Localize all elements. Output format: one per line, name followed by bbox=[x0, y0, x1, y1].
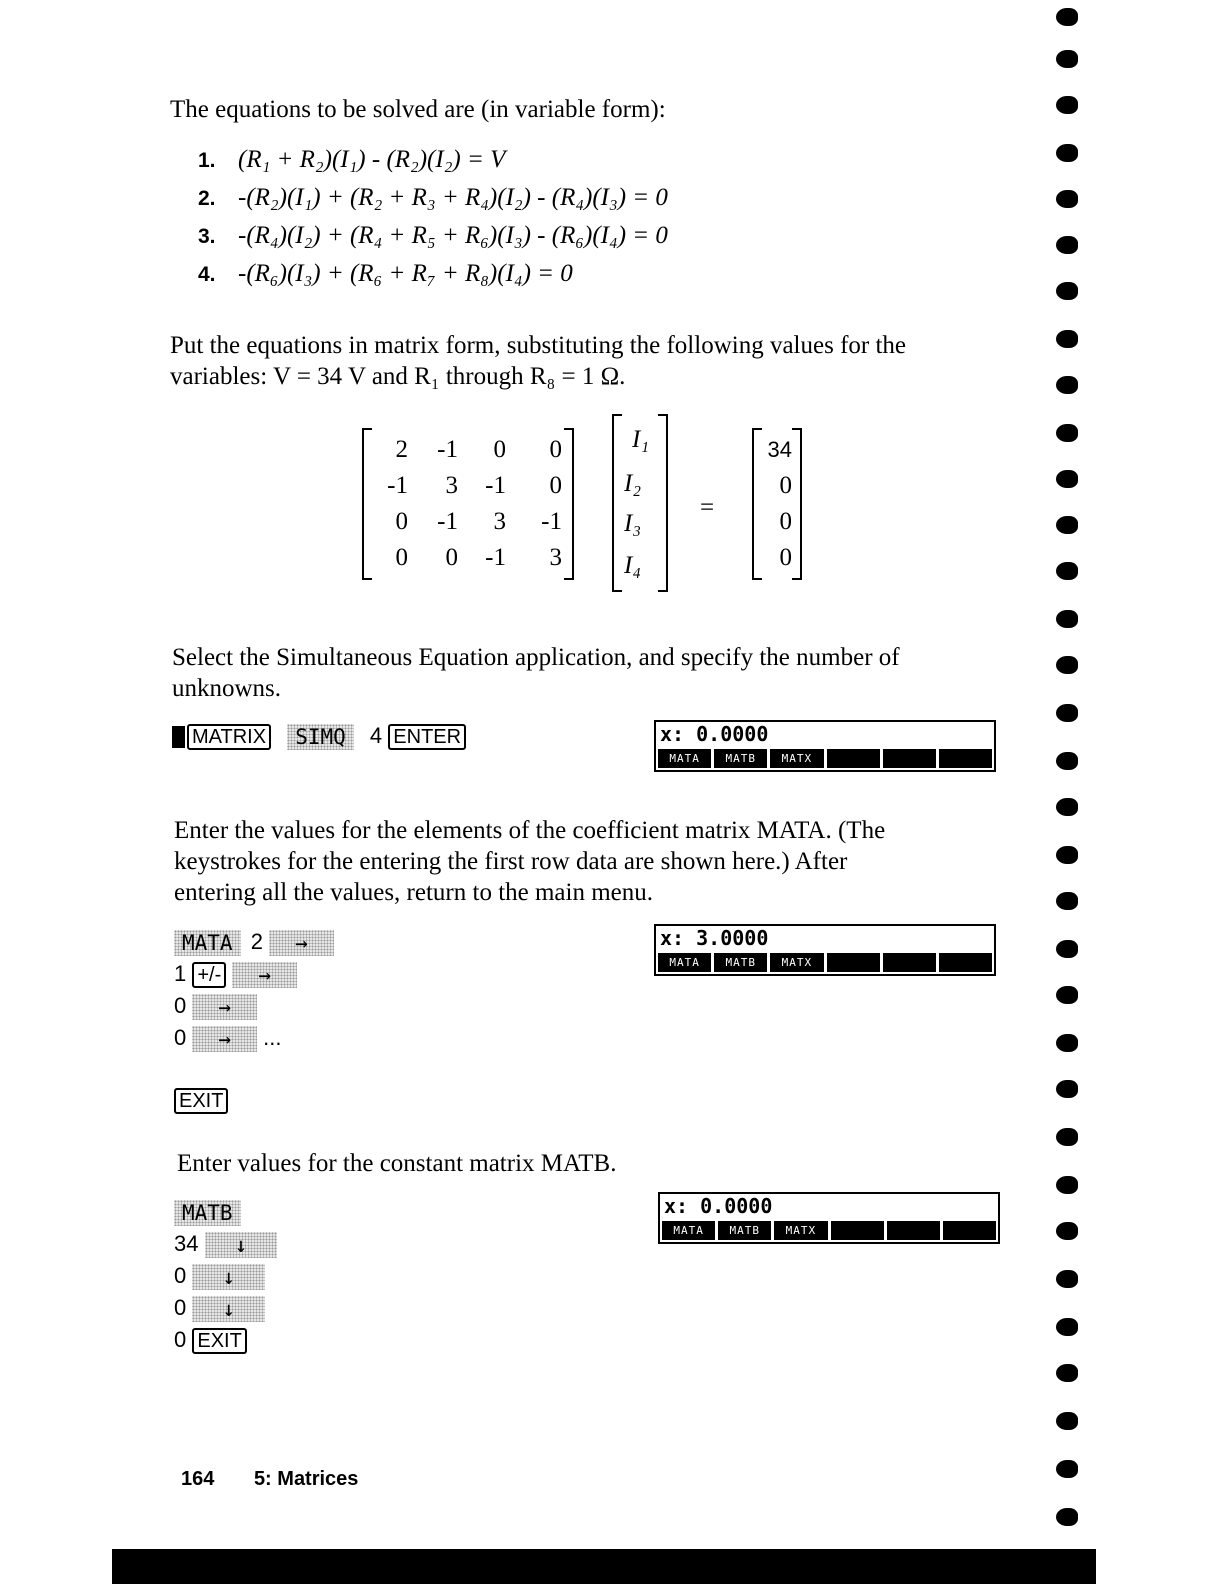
matrix-cell: -1 bbox=[485, 472, 506, 499]
matrix-cell: 2 bbox=[395, 436, 408, 463]
select-app-paragraph: Select the Simultaneous Equation application, and specify the number of unknowns. bbox=[172, 644, 900, 702]
binding-ring-icon bbox=[1056, 470, 1078, 488]
keystroke-line bbox=[174, 1228, 277, 1260]
binding-ring-icon bbox=[1056, 236, 1078, 254]
calculator-display-1 bbox=[654, 720, 996, 772]
matrix-cell: 3 bbox=[493, 508, 506, 535]
binding-ring-icon bbox=[1056, 516, 1078, 534]
matrix-cell: -1 bbox=[485, 544, 506, 571]
mata-menu-key[interactable]: MATA bbox=[662, 1221, 715, 1240]
binding-ring-icon bbox=[1056, 562, 1078, 580]
mata-menu-key[interactable]: MATA bbox=[658, 953, 711, 972]
shift-key-icon[interactable] bbox=[172, 726, 185, 748]
matx-menu-key[interactable]: MATX bbox=[770, 953, 823, 972]
keystroke-line bbox=[174, 1022, 334, 1054]
binding-ring-icon bbox=[1056, 1176, 1078, 1194]
right-bracket bbox=[564, 428, 574, 580]
x-register: x: 0.0000 bbox=[664, 1194, 773, 1218]
binding-ring-icon bbox=[1056, 190, 1078, 208]
matrix-cell: -1 bbox=[387, 472, 408, 499]
unknowns-vector bbox=[612, 414, 668, 592]
down-arrow-softkey[interactable]: ↓ bbox=[205, 1232, 278, 1258]
equation-4: 4. -(R₆)(I₃) + (R₆ + R₇ + R₈)(I₄) = 0 bbox=[198, 260, 573, 287]
softkey-menu bbox=[658, 749, 992, 768]
keystroke-line bbox=[174, 926, 334, 958]
right-bracket bbox=[792, 428, 802, 580]
binding-ring-icon bbox=[1056, 1318, 1078, 1336]
mata-menu-key[interactable]: MATA bbox=[658, 749, 711, 768]
chapter-title: 5: Matrices bbox=[253, 1468, 359, 1490]
vector-cell: 34 bbox=[767, 437, 792, 462]
keystroke-line bbox=[174, 1260, 277, 1292]
equation-1: 1. (R₁ + R₂)(I₁) - (R₂)(I₂) = V bbox=[198, 146, 506, 173]
keystroke-line bbox=[174, 1324, 277, 1356]
blank-menu-key[interactable] bbox=[827, 749, 880, 768]
equation-list bbox=[198, 146, 668, 298]
mata-keystrokes bbox=[174, 926, 334, 1116]
matrix-cell: 0 bbox=[395, 544, 408, 571]
binding-ring-icon bbox=[1056, 1270, 1078, 1288]
page-bottom-edge bbox=[112, 1549, 1096, 1584]
matrix-cell: -1 bbox=[437, 436, 458, 463]
matb-menu-key[interactable]: MATB bbox=[718, 1221, 771, 1240]
matrix-key[interactable]: MATRIX bbox=[187, 724, 271, 750]
binding-ring-icon bbox=[1056, 1364, 1078, 1382]
right-arrow-softkey[interactable]: → bbox=[269, 930, 334, 956]
intro-text: The equations to be solved are (in variable form): bbox=[170, 96, 666, 123]
digit: 0 bbox=[174, 1263, 187, 1288]
binding-ring-icon bbox=[1056, 1412, 1078, 1430]
vector-cell: I₂ bbox=[624, 470, 642, 497]
binding-ring-icon bbox=[1056, 846, 1078, 864]
digit: 0 bbox=[174, 1025, 187, 1050]
page-number: 164 bbox=[181, 1468, 215, 1490]
blank-menu-key[interactable] bbox=[939, 953, 992, 972]
equals-sign: = bbox=[700, 494, 715, 521]
matrix-cell: 0 bbox=[493, 436, 506, 463]
binding-ring-icon bbox=[1056, 656, 1078, 674]
binding-ring-icon bbox=[1056, 50, 1078, 68]
binding-ring-icon bbox=[1056, 8, 1078, 26]
matrix-cell: 0 bbox=[445, 544, 458, 571]
binding-ring-icon bbox=[1056, 1222, 1078, 1240]
matx-menu-key[interactable]: MATX bbox=[774, 1221, 827, 1240]
softkey-menu bbox=[662, 1221, 996, 1240]
blank-menu-key[interactable] bbox=[887, 1221, 940, 1240]
vector-cell: I₄ bbox=[624, 552, 642, 579]
binding-ring-icon bbox=[1056, 892, 1078, 910]
matrix-cell: -1 bbox=[437, 508, 458, 535]
digit: 2 bbox=[250, 929, 263, 954]
x-register: x: 3.0000 bbox=[660, 926, 769, 950]
binding-ring-icon bbox=[1056, 986, 1078, 1004]
digit: 0 bbox=[174, 1327, 187, 1352]
calculator-display-3 bbox=[658, 1192, 1000, 1244]
vector-cell: I₁ bbox=[632, 426, 650, 453]
matrix-cell: 0 bbox=[395, 508, 408, 535]
vector-cell: 0 bbox=[779, 472, 792, 499]
vector-cell: 0 bbox=[779, 544, 792, 571]
binding-ring-icon bbox=[1056, 96, 1078, 114]
binding-ring-icon bbox=[1056, 144, 1078, 162]
matb-keystrokes bbox=[174, 1196, 277, 1356]
blank-menu-key[interactable] bbox=[943, 1221, 996, 1240]
matrix-cell: 3 bbox=[549, 544, 562, 571]
right-arrow-softkey[interactable]: → bbox=[192, 994, 257, 1020]
matb-paragraph: Enter values for the constant matrix MATB. bbox=[177, 1150, 617, 1177]
vector-cell: I₃ bbox=[624, 510, 642, 537]
select-keystrokes bbox=[172, 720, 466, 752]
binding-ring-icon bbox=[1056, 1460, 1078, 1478]
binding-ring-icon bbox=[1056, 330, 1078, 348]
matrix-cell: 0 bbox=[549, 436, 562, 463]
ellipsis: ... bbox=[263, 1025, 282, 1050]
binding-ring-icon bbox=[1056, 1034, 1078, 1052]
binding-ring-icon bbox=[1056, 376, 1078, 394]
mata-softkey[interactable]: MATA bbox=[174, 930, 241, 956]
equation-3: 3. -(R₄)(I₂) + (R₄ + R₅ + R₆)(I₃) - (R₆)(I₄) = 0 bbox=[198, 222, 668, 249]
digit: 1 bbox=[174, 961, 187, 986]
binding-ring-icon bbox=[1056, 610, 1078, 628]
matb-softkey[interactable]: MATB bbox=[174, 1200, 241, 1226]
keystroke-line bbox=[174, 1292, 277, 1324]
binding-ring-icon bbox=[1056, 798, 1078, 816]
x-register: x: 0.0000 bbox=[660, 722, 769, 746]
blank-menu-key[interactable] bbox=[883, 749, 936, 768]
right-arrow-softkey[interactable]: → bbox=[192, 1026, 257, 1052]
binding-ring-icon bbox=[1056, 282, 1078, 300]
binding-ring-icon bbox=[1056, 424, 1078, 442]
blank-menu-key[interactable] bbox=[831, 1221, 884, 1240]
blank-menu-key[interactable] bbox=[939, 749, 992, 768]
binding-ring-icon bbox=[1056, 752, 1078, 770]
right-arrow-softkey[interactable]: → bbox=[232, 962, 297, 988]
down-arrow-softkey[interactable]: ↓ bbox=[192, 1264, 265, 1290]
blank-menu-key[interactable] bbox=[827, 953, 880, 972]
binding-ring-icon bbox=[1056, 940, 1078, 958]
coefficient-matrix bbox=[362, 428, 574, 580]
keystroke-line bbox=[174, 1196, 277, 1228]
calculator-display-2 bbox=[654, 924, 996, 976]
digit: 0 bbox=[174, 993, 187, 1018]
equation-2: 2. -(R₂)(I₁) + (R₂ + R₃ + R₄)(I₂) - (R₄)(I₃) = 0 bbox=[198, 184, 668, 211]
keystroke-line bbox=[174, 958, 334, 990]
right-bracket bbox=[658, 414, 668, 592]
matrix-cell: -1 bbox=[541, 508, 562, 535]
digit: 0 bbox=[174, 1295, 187, 1320]
matrix-cell: 0 bbox=[549, 472, 562, 499]
binding-ring-icon bbox=[1056, 1508, 1078, 1526]
softkey-menu bbox=[658, 953, 992, 972]
blank-menu-key[interactable] bbox=[883, 953, 936, 972]
matrix-form-paragraph: Put the equations in matrix form, substituting the following values for the variables: V = 34 V and R₁ through R₈ = 1 Ω. bbox=[170, 332, 907, 390]
down-arrow-softkey[interactable]: ↓ bbox=[192, 1296, 265, 1322]
matrix-cell: 3 bbox=[445, 472, 458, 499]
page-footer bbox=[181, 1468, 358, 1491]
digit: 34 bbox=[174, 1231, 199, 1256]
matx-menu-key[interactable]: MATX bbox=[770, 749, 823, 768]
matb-menu-key[interactable]: MATB bbox=[714, 953, 767, 972]
change-sign-key[interactable]: +/- bbox=[192, 962, 226, 988]
binding-ring-icon bbox=[1056, 1128, 1078, 1146]
left-bracket bbox=[612, 414, 622, 592]
keystroke-line bbox=[174, 990, 334, 1022]
simq-softkey[interactable]: SIMQ bbox=[287, 724, 354, 750]
exit-key[interactable]: EXIT bbox=[192, 1328, 246, 1354]
binding-ring-icon bbox=[1056, 1080, 1078, 1098]
binding-ring-icon bbox=[1056, 704, 1078, 722]
vector-cell: 0 bbox=[779, 508, 792, 535]
digit-4: 4 bbox=[369, 723, 383, 748]
mata-paragraph: Enter the values for the elements of the coefficient matrix MATA. (The keystrokes for the entering the first row data are shown here.) After entering all the values, return to the main menu. bbox=[174, 817, 886, 906]
constants-vector bbox=[752, 428, 802, 580]
keystroke-line bbox=[174, 1084, 334, 1116]
exit-key[interactable]: EXIT bbox=[174, 1088, 228, 1114]
enter-key[interactable]: ENTER bbox=[388, 724, 466, 750]
matb-menu-key[interactable]: MATB bbox=[714, 749, 767, 768]
